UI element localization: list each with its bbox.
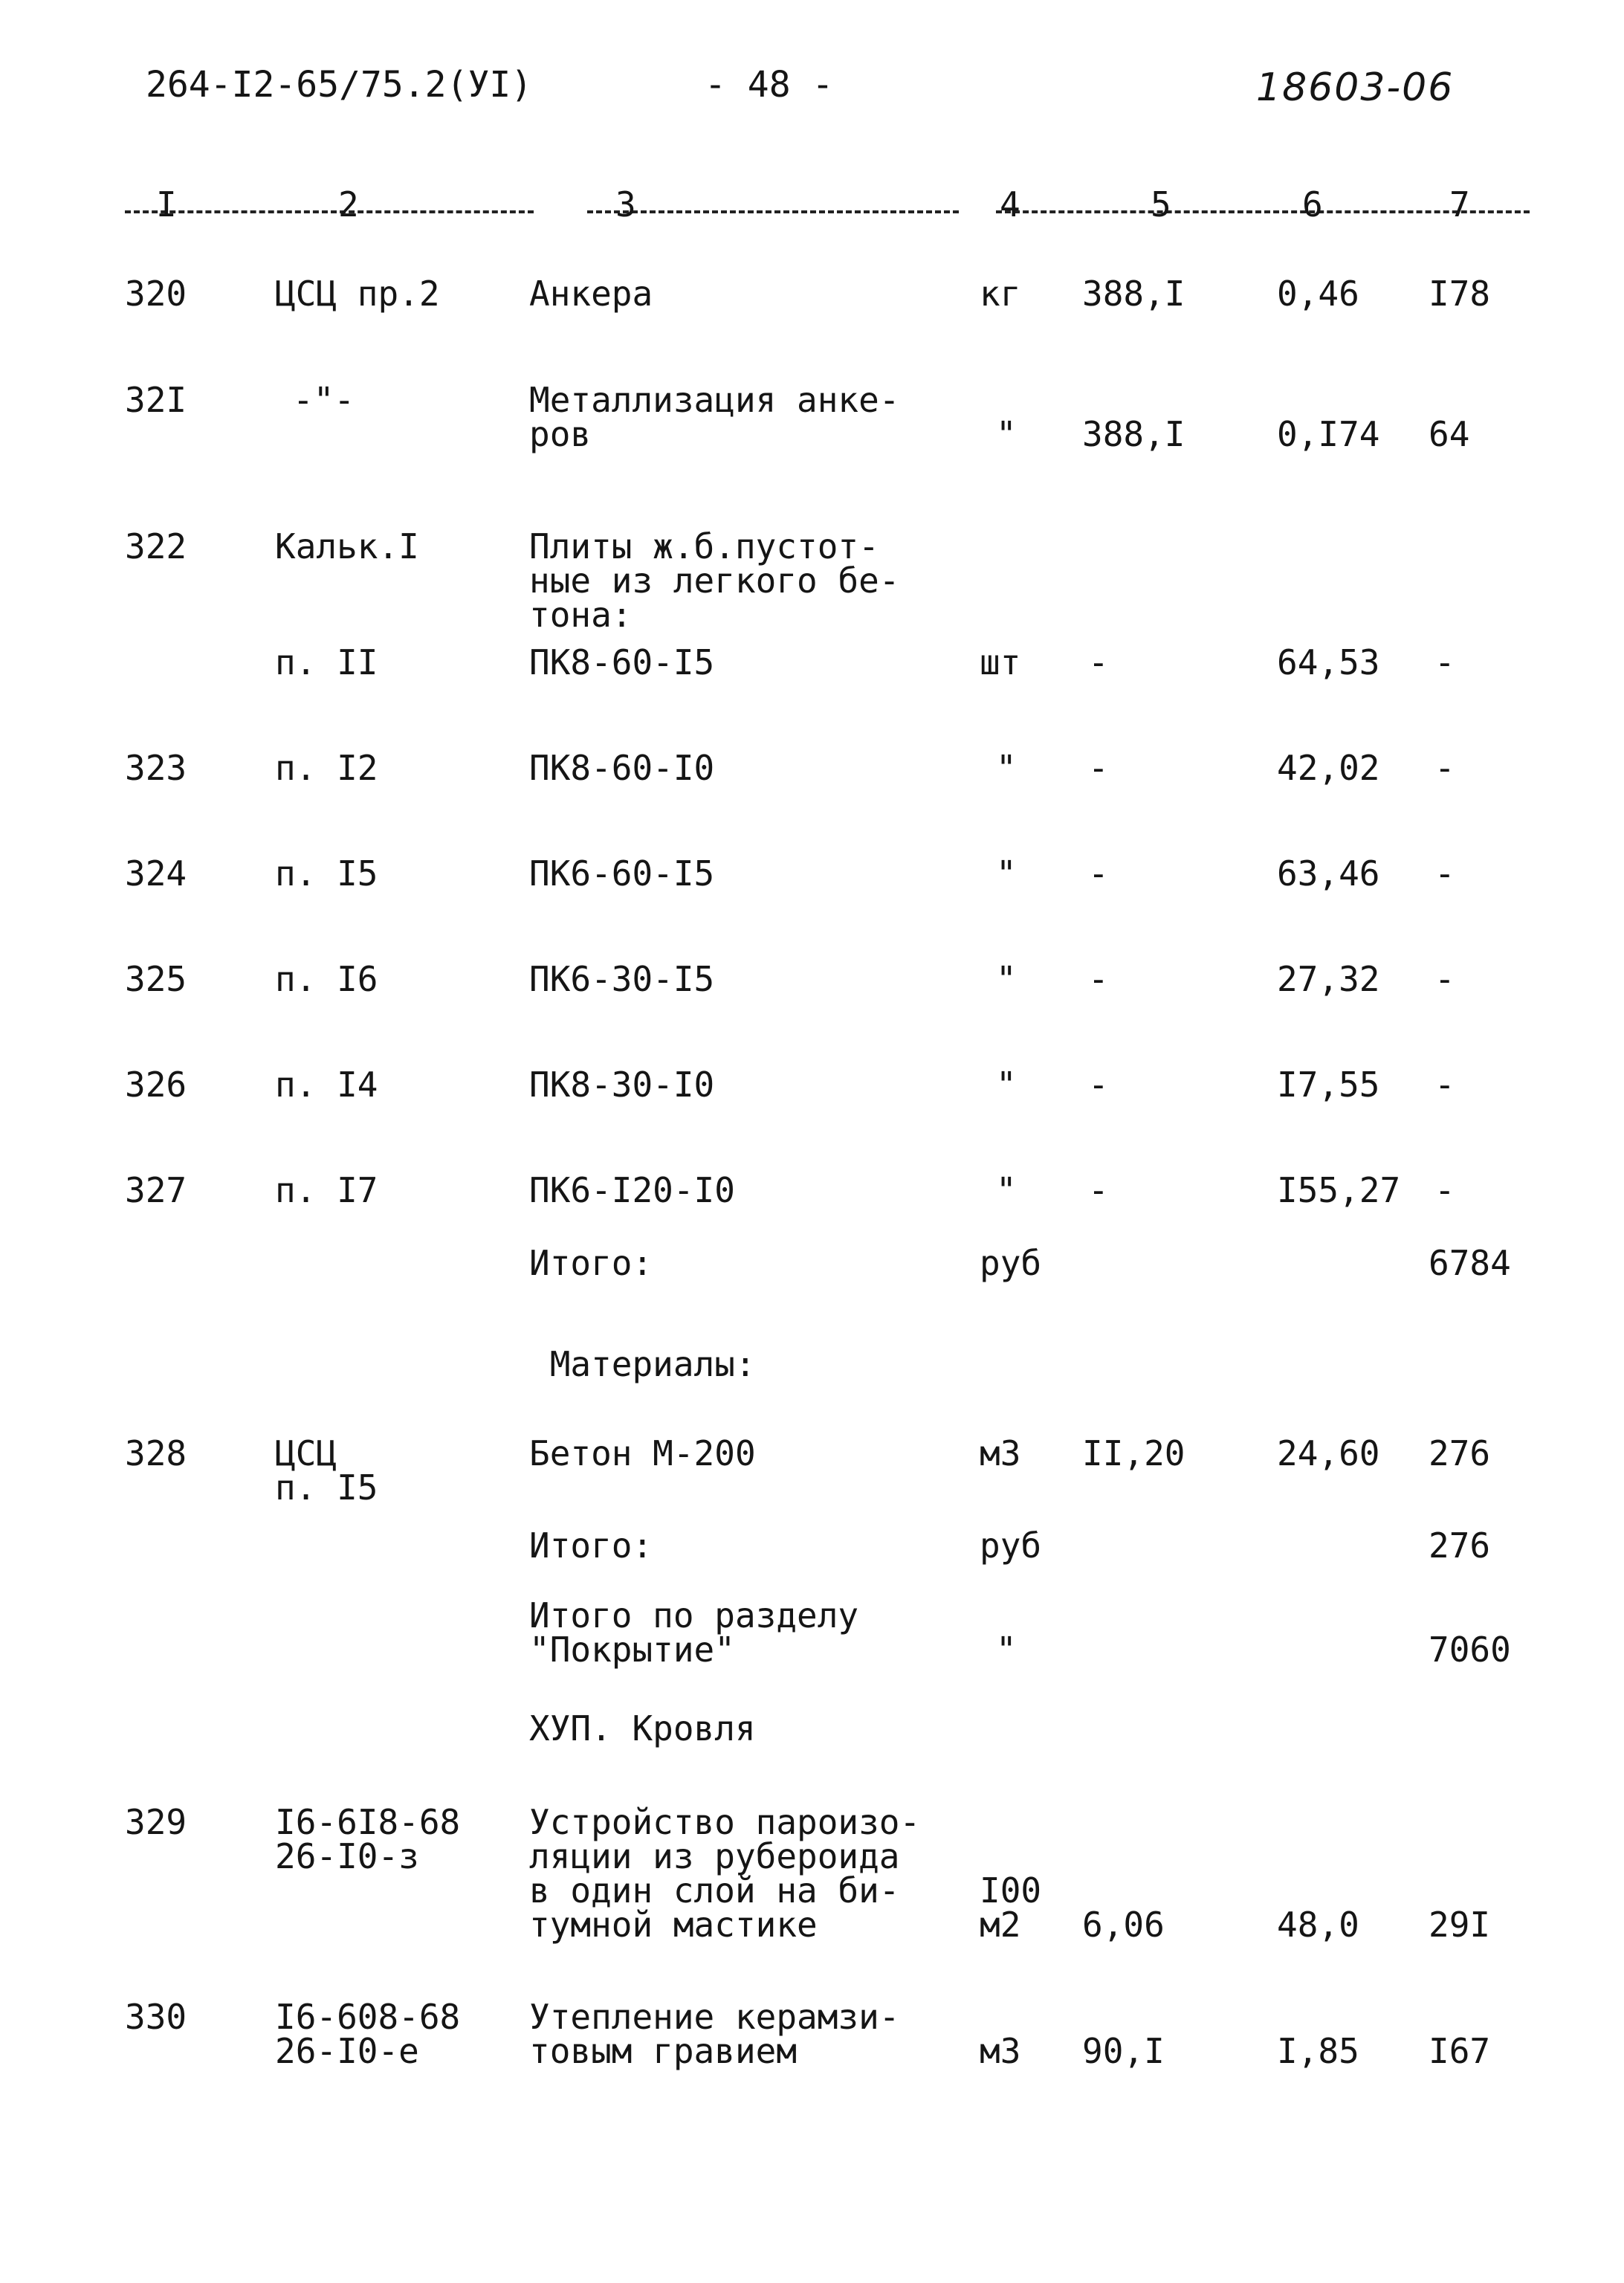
unit-price-cell: 0,46	[1277, 274, 1359, 314]
reference-line: ЦСЦ пр.2	[275, 274, 440, 314]
unit-cell: "	[996, 1630, 1017, 1670]
unit-cell: "	[996, 748, 1017, 788]
document-code: 264-I2-65/75.2(УI)	[146, 64, 533, 106]
unit-cell: "	[996, 1170, 1017, 1210]
quantity-cell: -	[1088, 1065, 1109, 1105]
total-cell: -	[1434, 853, 1455, 894]
unit-cell: м3	[980, 2031, 1021, 2071]
row-number: 320	[125, 274, 187, 314]
item-name-line: ПК8-30-I0	[529, 1065, 715, 1105]
reference-line: -"-	[293, 380, 355, 420]
unit-cell: м2	[980, 1905, 1021, 1945]
total-cell: 276	[1429, 1525, 1491, 1566]
unit-price-cell: I7,55	[1277, 1065, 1380, 1105]
unit-cell: руб	[980, 1525, 1042, 1566]
unit-price-cell: I,85	[1277, 2031, 1359, 2071]
total-cell: 7060	[1429, 1630, 1511, 1670]
item-name-line: ров	[529, 414, 592, 454]
column-number-1: I	[156, 184, 177, 225]
item-name-line: в один слой на би-	[529, 1870, 900, 1911]
quantity-cell: II,20	[1082, 1433, 1185, 1473]
reference-line: п. I6	[275, 959, 378, 999]
quantity-cell: 388,I	[1082, 414, 1185, 454]
item-name-line: ХУП. Кровля	[529, 1708, 756, 1748]
row-number: 327	[125, 1170, 187, 1210]
total-cell: I67	[1429, 2031, 1491, 2071]
unit-price-cell: 64,53	[1277, 642, 1380, 682]
reference-line: п. I4	[275, 1065, 378, 1105]
quantity-cell: -	[1088, 853, 1109, 894]
row-number: 328	[125, 1433, 187, 1473]
column-number-5: 5	[1151, 184, 1171, 225]
item-name-line: Металлизация анке-	[529, 380, 900, 420]
reference-line: п. I5	[275, 1467, 378, 1508]
unit-cell: шт	[980, 642, 1021, 682]
row-number: 322	[125, 526, 187, 566]
item-name-line: ПК8-60-I0	[529, 748, 715, 788]
archive-number: 18603-06	[1256, 65, 1455, 110]
row-number: 324	[125, 853, 187, 894]
reference-line: I6-608-68	[275, 1997, 461, 2037]
item-name-line: "Покрытие"	[529, 1630, 735, 1670]
total-cell: I78	[1429, 274, 1491, 314]
item-name-line: Анкера	[529, 274, 653, 314]
unit-cell: "	[996, 414, 1017, 454]
quantity-cell: -	[1088, 748, 1109, 788]
item-name-line: ные из легкого бе-	[529, 561, 900, 601]
unit-cell: кг	[980, 274, 1021, 314]
total-cell: 29I	[1429, 1905, 1491, 1945]
reference-line: п. I7	[275, 1170, 378, 1210]
reference-line: Кальк.I	[275, 526, 419, 566]
unit-price-cell: 0,I74	[1277, 414, 1380, 454]
item-name-line: ПК6-60-I5	[529, 853, 715, 894]
column-number-6: 6	[1302, 184, 1323, 225]
quantity-cell: 6,06	[1082, 1905, 1165, 1945]
unit-cell: "	[996, 853, 1017, 894]
page-number: - 48 -	[705, 64, 834, 106]
reference-line: 26-I0-з	[275, 1836, 419, 1876]
total-cell: -	[1434, 1065, 1455, 1105]
reference-line: 26-I0-е	[275, 2031, 419, 2071]
row-number: 326	[125, 1065, 187, 1105]
column-number-4: 4	[1000, 184, 1020, 225]
quantity-cell: 90,I	[1082, 2031, 1165, 2071]
reference-line: I6-6I8-68	[275, 1802, 461, 1842]
row-number: 323	[125, 748, 187, 788]
row-number: 325	[125, 959, 187, 999]
item-name-line: ПК8-60-I5	[529, 642, 715, 682]
unit-price-cell: 63,46	[1277, 853, 1380, 894]
total-cell: 64	[1429, 414, 1470, 454]
unit-cell: I00	[980, 1870, 1042, 1911]
row-number: 32I	[125, 380, 187, 420]
item-name-line: Итого по разделу	[529, 1595, 859, 1635]
item-name-line: Материалы:	[529, 1344, 756, 1384]
unit-price-cell: 27,32	[1277, 959, 1380, 999]
total-cell: 6784	[1429, 1243, 1511, 1283]
item-name-line: ПК6-I20-I0	[529, 1170, 735, 1210]
column-number-2: 2	[338, 184, 359, 225]
quantity-cell: -	[1088, 959, 1109, 999]
total-cell: 276	[1429, 1433, 1491, 1473]
total-cell: -	[1434, 1170, 1455, 1210]
unit-price-cell: I55,27	[1277, 1170, 1401, 1210]
quantity-cell: 388,I	[1082, 274, 1185, 314]
unit-cell: м3	[980, 1433, 1021, 1473]
reference-line: ЦСЦ	[275, 1433, 337, 1473]
total-cell: -	[1434, 959, 1455, 999]
unit-cell: "	[996, 959, 1017, 999]
item-name-line: Утепление керамзи-	[529, 1997, 900, 2037]
item-name-line: тумной мастике	[529, 1905, 818, 1945]
header-dashes-2	[587, 210, 959, 213]
item-name-line: товым гравием	[529, 2031, 798, 2071]
row-number: 329	[125, 1802, 187, 1842]
column-number-3: 3	[615, 184, 636, 225]
item-name-line: ПК6-30-I5	[529, 959, 715, 999]
reference-line: п. II	[275, 642, 378, 682]
total-cell: -	[1434, 748, 1455, 788]
quantity-cell: -	[1088, 1170, 1109, 1210]
reference-line: п. I5	[275, 853, 378, 894]
header-dashes-1	[125, 210, 534, 213]
item-name-line: Плиты ж.б.пустот-	[529, 526, 879, 566]
column-number-7: 7	[1449, 184, 1470, 225]
item-name-line: Устройство пароизо-	[529, 1802, 921, 1842]
unit-price-cell: 24,60	[1277, 1433, 1380, 1473]
unit-cell: "	[996, 1065, 1017, 1105]
quantity-cell: -	[1088, 642, 1109, 682]
item-name-line: Итого:	[529, 1243, 653, 1283]
item-name-line: Бетон М-200	[529, 1433, 756, 1473]
item-name-line: тона:	[529, 595, 633, 635]
reference-line: п. I2	[275, 748, 378, 788]
total-cell: -	[1434, 642, 1455, 682]
unit-cell: руб	[980, 1243, 1042, 1283]
row-number: 330	[125, 1997, 187, 2037]
item-name-line: ляции из рубероида	[529, 1836, 900, 1876]
unit-price-cell: 48,0	[1277, 1905, 1359, 1945]
item-name-line: Итого:	[529, 1525, 653, 1566]
unit-price-cell: 42,02	[1277, 748, 1380, 788]
